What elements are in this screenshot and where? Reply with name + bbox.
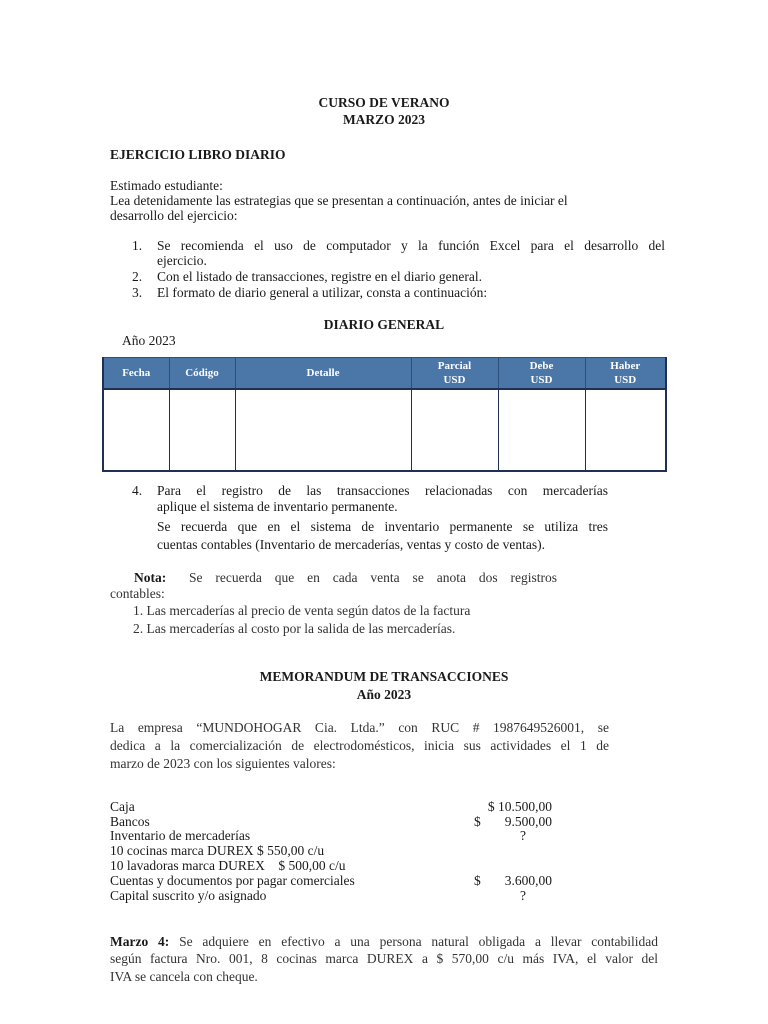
value-row-capital bbox=[110, 888, 580, 903]
table-row bbox=[103, 389, 666, 471]
column-header-codigo: Código bbox=[169, 358, 235, 390]
value-amount: 9.500,00 bbox=[504, 814, 552, 829]
step-1-text-cont: ejercicio. bbox=[157, 253, 207, 268]
column-header-fecha: Fecha bbox=[103, 358, 169, 390]
nota-label: Nota: bbox=[134, 570, 167, 585]
intro-line-2: desarrollo del ejercicio: bbox=[110, 208, 238, 223]
value-amount: ? bbox=[520, 888, 526, 903]
marzo-4-line-2: según factura Nro. 001, 8 cocinas marca DUREX a $ 570,00 c/u más IVA, el valor del bbox=[110, 951, 658, 966]
marzo-4-line-1 bbox=[110, 934, 658, 949]
nota-item-2: 2. Las mercaderías al costo por la salida de las mercaderías. bbox=[133, 621, 456, 636]
value-row-caja bbox=[110, 799, 580, 814]
value-label: Bancos bbox=[110, 814, 150, 829]
nota-text-cont: contables: bbox=[110, 586, 165, 601]
step-4-line-3: Se recuerda que en el sistema de inventario permanente se utiliza tres bbox=[157, 519, 608, 534]
value-amount: 3.600,00 bbox=[504, 873, 552, 888]
step-4-number: 4. bbox=[132, 483, 143, 498]
cell-detalle bbox=[235, 389, 411, 471]
course-title: CURSO DE VERANO bbox=[318, 95, 450, 110]
diario-title: DIARIO GENERAL bbox=[323, 317, 445, 332]
value-currency: $ bbox=[474, 814, 481, 829]
step-2-number: 2. bbox=[132, 269, 143, 284]
marzo-4-label: Marzo 4: bbox=[110, 934, 170, 949]
exercise-title: EJERCICIO LIBRO DIARIO bbox=[110, 147, 286, 162]
cell-haber bbox=[585, 389, 666, 471]
step-2-text: Con el listado de transacciones, registre en el diario general. bbox=[157, 269, 483, 284]
value-row-cocinas bbox=[110, 843, 580, 858]
step-1-number: 1. bbox=[132, 238, 143, 253]
nota-text: Se recuerda que en cada venta se anota dos registros bbox=[189, 570, 557, 585]
marzo-4-text: Se adquiere en efectivo a una persona natural obligada a llevar contabilidad bbox=[179, 934, 658, 949]
cell-fecha bbox=[103, 389, 169, 471]
value-row-bancos bbox=[110, 814, 580, 829]
value-currency: $ bbox=[474, 873, 481, 888]
column-header-detalle: Detalle bbox=[235, 358, 411, 390]
step-4-line-2: aplique el sistema de inventario permanente. bbox=[157, 499, 398, 514]
memo-paragraph-line-1: La empresa “MUNDOHOGAR Cia. Ltda.” con RUC # 1987649526001, se bbox=[110, 720, 609, 735]
step-3-number: 3. bbox=[132, 285, 143, 300]
memo-title: MEMORANDUM DE TRANSACCIONES bbox=[259, 669, 509, 684]
column-header-parcial: Parcial USD bbox=[411, 358, 498, 390]
value-row-inventario bbox=[110, 828, 580, 843]
value-label: Capital suscrito y/o asignado bbox=[110, 888, 267, 903]
value-label: Cuentas y documentos por pagar comerciales bbox=[110, 873, 355, 888]
value-label: 10 lavadoras marca DUREX $ 500,00 c/u bbox=[110, 858, 346, 873]
value-amount: $ 10.500,00 bbox=[487, 799, 552, 814]
column-header-debe: Debe USD bbox=[498, 358, 585, 390]
value-label: 10 cocinas marca DUREX $ 550,00 c/u bbox=[110, 843, 325, 858]
diario-general-table bbox=[102, 357, 667, 472]
cell-codigo bbox=[169, 389, 235, 471]
course-subtitle: MARZO 2023 bbox=[342, 112, 426, 127]
step-4-line-1: Para el registro de las transacciones relacionadas con mercaderías bbox=[157, 483, 608, 498]
cell-parcial bbox=[411, 389, 498, 471]
column-header-haber: Haber USD bbox=[585, 358, 666, 390]
diario-year: Año 2023 bbox=[122, 333, 176, 348]
value-row-cuentas-por-pagar bbox=[110, 873, 580, 888]
intro-line-1: Lea detenidamente las estrategias que se presentan a continuación, antes de iniciar el bbox=[110, 193, 568, 208]
memo-paragraph-line-2: dedica a la comercialización de electrodomésticos, inicia sus actividades el 1 de bbox=[110, 738, 609, 753]
step-4-line-4: cuentas contables (Inventario de mercaderías, ventas y costo de ventas). bbox=[157, 537, 545, 552]
memo-year: Año 2023 bbox=[356, 687, 412, 702]
intro-greeting: Estimado estudiante: bbox=[110, 178, 223, 193]
value-row-lavadoras bbox=[110, 858, 580, 873]
cell-debe bbox=[498, 389, 585, 471]
value-label: Caja bbox=[110, 799, 135, 814]
step-1-text: Se recomienda el uso de computador y la función Excel para el desarrollo del bbox=[157, 238, 665, 253]
marzo-4-line-3: IVA se cancela con cheque. bbox=[110, 969, 258, 984]
step-3-text: El formato de diario general a utilizar, consta a continuación: bbox=[157, 285, 488, 300]
value-label: Inventario de mercaderías bbox=[110, 828, 251, 843]
memo-paragraph-line-3: marzo de 2023 con los siguientes valores: bbox=[110, 756, 336, 771]
nota-item-1: 1. Las mercaderías al precio de venta según datos de la factura bbox=[133, 603, 471, 618]
table-header-row bbox=[103, 358, 666, 390]
value-amount: ? bbox=[520, 828, 526, 843]
